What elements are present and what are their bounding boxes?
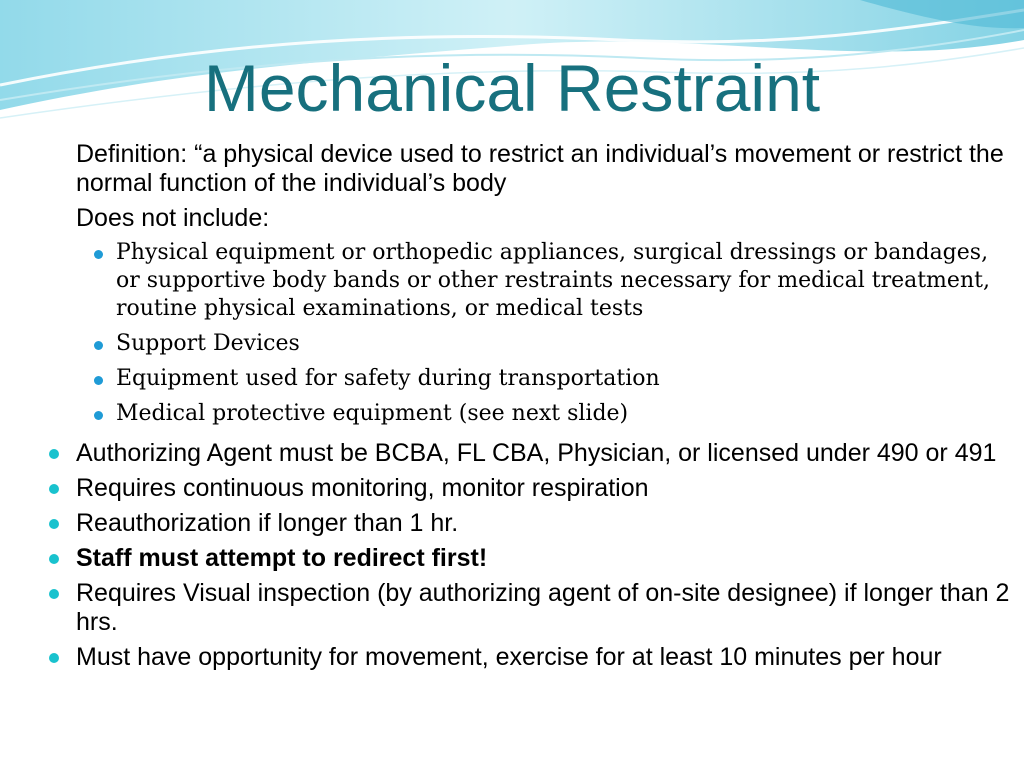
bullet-icon (49, 653, 59, 663)
requirement-item-text: Reauthorization if longer than 1 hr. (76, 509, 459, 537)
bullet-icon (49, 484, 59, 494)
requirements-list (44, 439, 1014, 678)
bullet-icon (49, 519, 59, 529)
requirement-item-text: Staff must attempt to redirect first! (76, 544, 488, 572)
exclusion-item-text: Equipment used for safety during transportation (116, 366, 660, 391)
requirement-item (44, 579, 1014, 637)
bullet-icon (94, 341, 103, 350)
exclusion-item (92, 239, 992, 323)
requirement-item (44, 439, 1014, 468)
requirement-item (44, 643, 1014, 672)
bullet-icon (49, 554, 59, 564)
exclusion-list (92, 239, 992, 435)
exclusion-item (92, 400, 992, 428)
requirement-item-text: Requires Visual inspection (by authorizing agent of on-site designee) if longer than 2 hrs. (76, 579, 1010, 636)
does-not-include-text: Does not include: (76, 204, 270, 232)
bullet-icon (49, 589, 59, 599)
exclusion-item-text: Physical equipment or orthopedic appliances, surgical dressings or bandages, or supportive body bands or other restraints necessary for medical treatment, routine physical examinations, or medical tests (116, 240, 990, 321)
exclusion-item-text: Medical protective equipment (see next slide) (116, 401, 629, 426)
bullet-icon (49, 449, 59, 459)
requirement-item-text: Must have opportunity for movement, exercise for at least 10 minutes per hour (76, 643, 942, 671)
requirement-item (44, 474, 1014, 503)
bullet-icon (94, 250, 103, 259)
requirement-item (44, 544, 1014, 573)
exclusion-item-text: Support Devices (116, 331, 300, 356)
requirement-item-text: Authorizing Agent must be BCBA, FL CBA, Physician, or licensed under 490 or 491 (76, 439, 997, 467)
definition-text: Definition: “a physical device used to restrict an individual’s movement or restrict the normal function of the individual’s body (76, 140, 1004, 197)
bullet-icon (94, 411, 103, 420)
requirement-item (44, 509, 1014, 538)
exclusion-item (92, 330, 992, 358)
exclusion-item (92, 365, 992, 393)
requirement-item-text: Requires continuous monitoring, monitor respiration (76, 474, 649, 502)
bullet-icon (94, 376, 103, 385)
slide-title: Mechanical Restraint (203, 51, 821, 125)
